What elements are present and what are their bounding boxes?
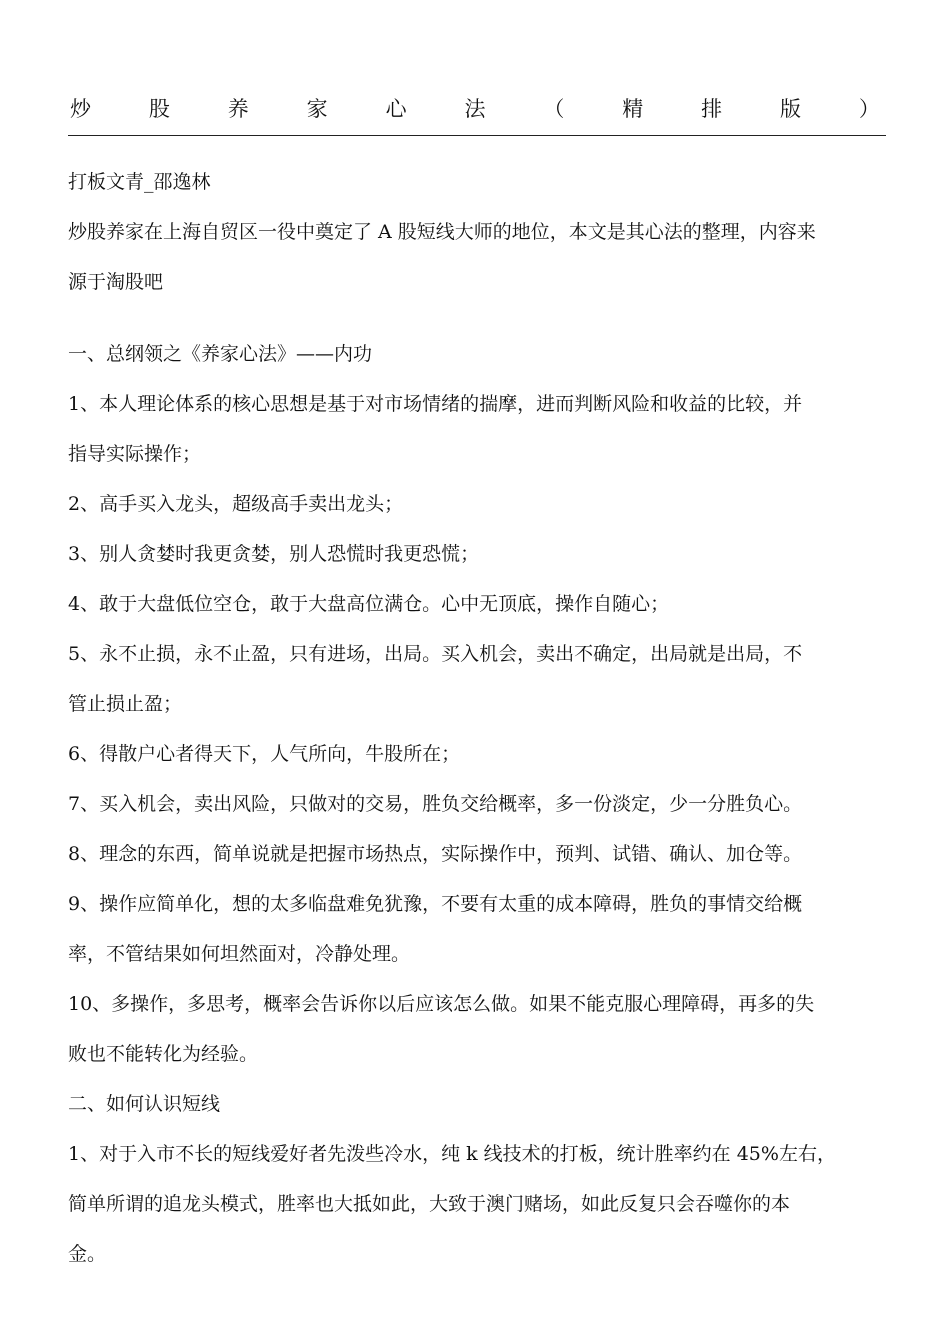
list-item: 10、多操作，多思考，概率会告诉你以后应该怎么做。如果不能克服心理障碍，再多的失 [68,993,815,1015]
list-item: 指导实际操作； [68,443,202,465]
title-char: 养 [227,97,249,121]
list-item: 1、本人理论体系的核心思想是基于对市场情绪的揣摩，进而判断风险和收益的比较，并 [68,393,803,415]
list-item: 5、永不止损，永不止盈，只有进场，出局。买入机会，卖出不确定，出局就是出局，不 [68,643,803,665]
list-item: 简单所谓的追龙头模式，胜率也大抵如此，大致于澳门赌场，如此反复只会吞噬你的本 [68,1193,791,1215]
list-item: 6、得散户心者得天下，人气所向，牛股所在； [68,743,461,765]
list-item: 管止损止盈； [68,693,183,715]
title-char: 股 [148,97,170,121]
title-char: 心 [385,97,407,121]
title-char: 家 [306,97,328,121]
list-item: 败也不能转化为经验。 [68,1043,259,1065]
section-heading: 一、总纲领之《养家心法》——内功 [68,343,373,365]
title-underline [68,135,886,136]
list-item: 2、高手买入龙头，超级高手卖出龙头； [68,493,404,515]
document-title [70,92,880,124]
section-heading: 二、如何认识短线 [68,1093,221,1115]
list-item: 9、操作应简单化，想的太多临盘难免犹豫，不要有太重的成本障碍，胜负的事情交给概 [68,893,803,915]
title-char: 炒 [70,97,91,121]
list-item: 7、买入机会，卖出风险，只做对的交易，胜负交给概率，多一份淡定，少一分胜负心。 [68,793,803,815]
author-line: 打板文青_邵逸林 [68,171,211,193]
list-item: 8、理念的东西，简单说就是把握市场热点，实际操作中，预判、试错、确认、加仓等。 [68,843,803,865]
list-item: 率，不管结果如何坦然面对，冷静处理。 [68,943,411,965]
title-char: 精 [622,97,644,121]
intro-line: 源于淘股吧 [68,271,164,293]
list-item: 3、别人贪婪时我更贪婪，别人恐慌时我更恐慌； [68,543,480,565]
list-item: 金。 [68,1243,107,1265]
paragraph-gap [68,318,883,340]
title-char: 法 [464,97,486,121]
title-char: 版 [780,97,802,121]
title-char: 排 [701,97,723,121]
document-body [68,168,883,1290]
list-item: 4、敢于大盘低位空仓，敢于大盘高位满仓。心中无顶底，操作自随心； [68,593,670,615]
intro-line: 炒股养家在上海自贸区一役中奠定了 A 股短线大师的地位，本文是其心法的整理，内容来 [68,221,816,243]
title-char: ） [858,97,880,121]
list-item: 1、对于入市不长的短线爱好者先泼些冷水，纯 k 线技术的打板，统计胜率约在 45%左右， [68,1143,836,1165]
title-char: （ [543,97,565,121]
